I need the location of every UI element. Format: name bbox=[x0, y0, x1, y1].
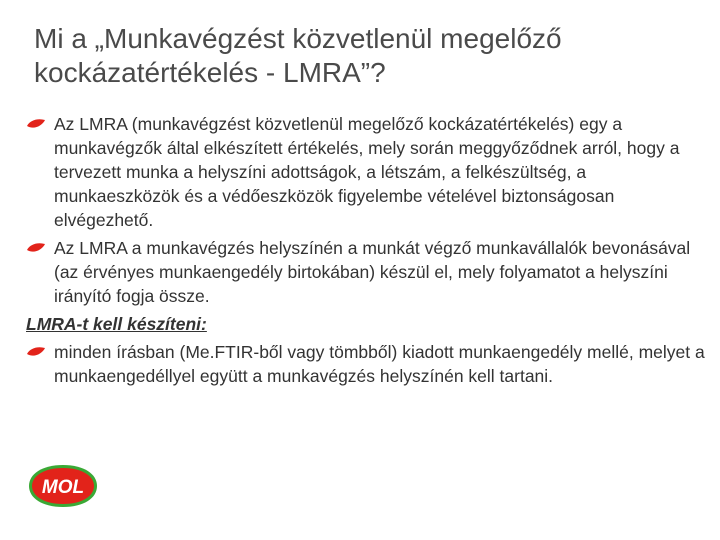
mol-logo bbox=[26, 462, 100, 510]
slide-title: Mi a „Munkavégzést közvetlenül megelőző kockázatértékelés - LMRA”? bbox=[34, 23, 562, 88]
logo-text: MOL bbox=[41, 477, 85, 498]
slide-body bbox=[26, 112, 706, 388]
bullet-item bbox=[26, 340, 706, 388]
bullet-item bbox=[26, 112, 706, 232]
bullet-text: Az LMRA a munkavégzés helyszínén a munkát végző munkavállalók bevonásával (az érvényes munkaengedély birtokában) készül el, mely folyamatot a helyszíni irányító fogja össze. bbox=[54, 238, 691, 306]
bullet-text: Az LMRA (munkavégzést közvetlenül megelőző kockázatértékelés) egy a munkavégzők által elkészített értékelés, mely során meggyőződnek arról, hogy a tervezett munka a helyszíni adottságok, a létszám, a felkészültség, a munkaeszközök és a védőeszközök figyelembe vételével biztonságosan elvégezhető. bbox=[54, 114, 680, 230]
bullet-item bbox=[26, 236, 706, 308]
red-leaf-bullet-icon bbox=[26, 346, 46, 358]
red-leaf-bullet-icon bbox=[26, 242, 46, 254]
bullet-text: minden írásban (Me.FTIR-ből vagy tömbből) kiadott munkaengedély mellé, melyet a munkaengedéllyel együtt a munkavégzés helyszínén kell tartani. bbox=[54, 342, 705, 386]
red-leaf-bullet-icon bbox=[26, 118, 46, 130]
section-heading: LMRA-t kell készíteni: bbox=[26, 314, 207, 334]
